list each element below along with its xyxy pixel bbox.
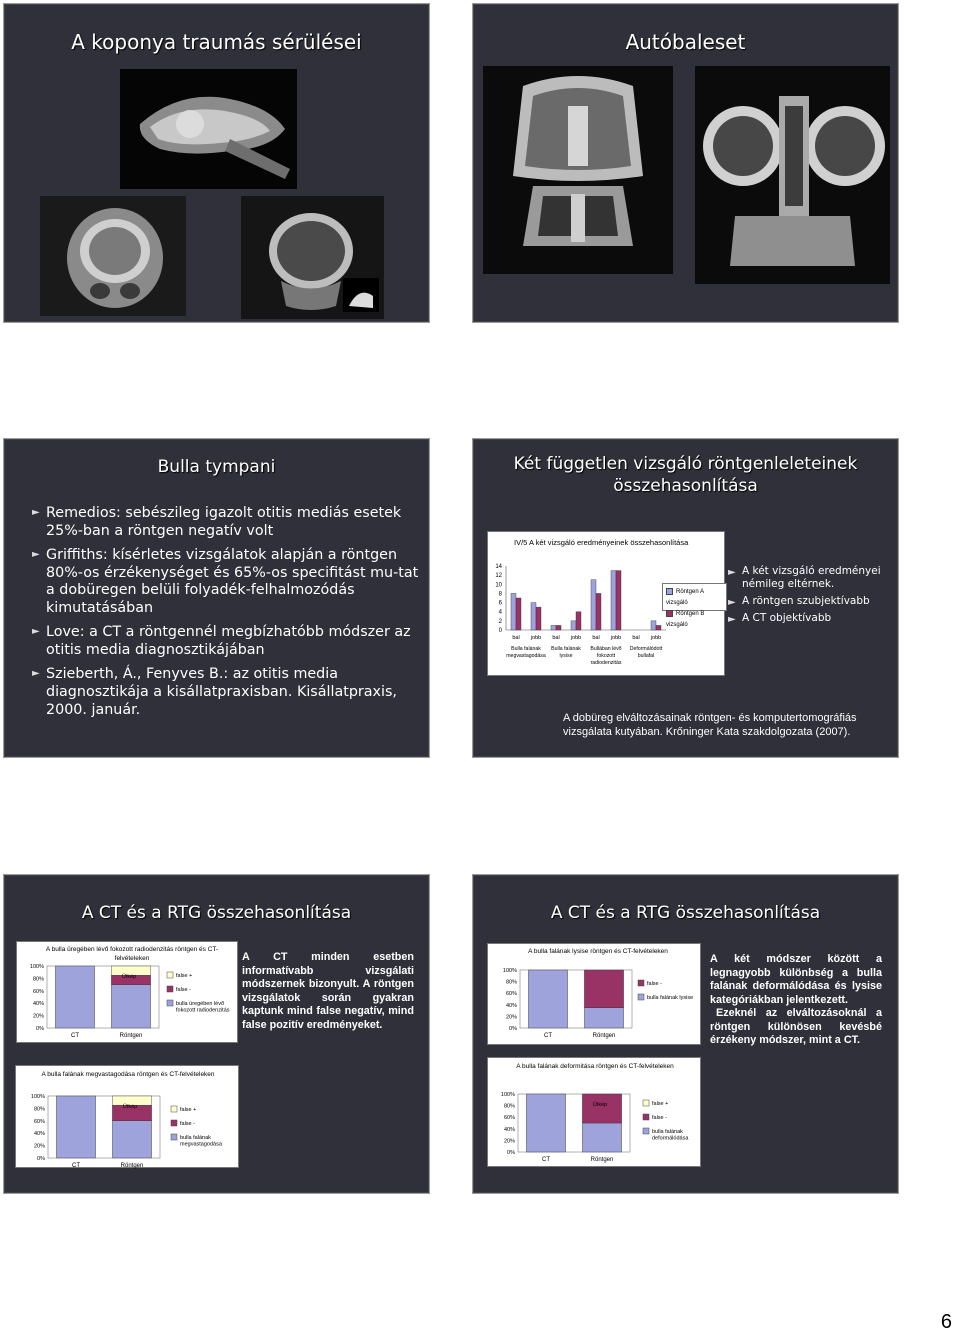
annotation-label: Ütkép	[592, 1102, 608, 1108]
group-label: Bullában lévő	[590, 646, 622, 652]
y-tick-label: 60%	[33, 1118, 45, 1125]
legend-label: fokozott radiodenzitás	[176, 1007, 230, 1014]
bullet-item: ► A két vizsgáló eredményei némileg eltérnek.	[728, 565, 893, 591]
slide-autobaleset	[472, 3, 899, 323]
y-tick-label: 12	[495, 573, 502, 580]
ct-scan-image	[241, 196, 384, 319]
bar-segment	[584, 970, 623, 1008]
x-tick-label: bal	[592, 635, 600, 641]
bar-segment	[56, 1096, 95, 1158]
bar-segment	[111, 985, 150, 1028]
x-tick-label: CT	[72, 1163, 80, 1169]
y-tick-label: 100%	[500, 1092, 515, 1098]
group-label: megvastagodása	[506, 653, 546, 659]
bar-segment	[526, 1094, 565, 1152]
y-tick-label: 0%	[36, 1026, 44, 1032]
y-tick-label: 4	[498, 609, 502, 616]
bar-segment	[582, 1123, 621, 1152]
x-tick-label: CT	[71, 1033, 79, 1039]
x-tick-label: jobb	[610, 635, 622, 641]
bullet-item: ► A CT objektívabb	[728, 612, 893, 625]
chart-title: A bulla falának megvastagodása röntgen és CT-felvételeken	[41, 1071, 215, 1078]
x-tick-label: Röntgen	[119, 1033, 143, 1039]
legend-swatch	[643, 1114, 649, 1120]
y-tick-label: 2	[498, 618, 502, 625]
chart-panel	[487, 1057, 701, 1167]
slide-title: A CT és a RTG összehasonlítása	[550, 903, 821, 923]
bar-segment	[112, 1121, 151, 1158]
bar	[576, 612, 581, 630]
x-tick-label: Röntgen	[592, 1033, 616, 1039]
bullet-list	[728, 565, 893, 632]
y-tick-label: 14	[495, 564, 502, 570]
chart-panel	[487, 943, 701, 1045]
chart-panel	[15, 1065, 239, 1168]
bar	[556, 625, 561, 630]
x-tick-label: jobb	[650, 635, 662, 641]
legend-swatch	[643, 1100, 649, 1106]
bullet-item: ► Love: a CT a röntgennél megbízhatóbb módszer az otitis media diagnosztikájában	[32, 624, 424, 660]
y-tick-label: 10	[495, 582, 502, 589]
y-tick-label: 60%	[505, 991, 517, 998]
x-tick-label: CT	[544, 1033, 552, 1039]
y-tick-label: 80%	[503, 1103, 515, 1110]
y-tick-label: 100%	[30, 1094, 45, 1100]
legend-label: megvastagodása	[180, 1141, 222, 1148]
legend-swatch	[167, 1000, 173, 1006]
x-tick-label: bal	[552, 635, 560, 641]
y-tick-label: 20%	[33, 1143, 45, 1150]
legend-swatch	[666, 588, 673, 595]
group-label: lysise	[559, 653, 573, 659]
chart-title: A bulla falának lysise röntgen és CT-felvételeken	[528, 948, 668, 955]
legend-swatch	[167, 972, 173, 978]
bar-segment	[528, 970, 567, 1028]
annotation-label: Ütkép	[121, 974, 137, 980]
y-tick-label: 0%	[507, 1150, 515, 1156]
stacked-bar-chart	[488, 944, 702, 1046]
y-tick-label: 40%	[503, 1126, 515, 1133]
y-tick-label: 0%	[509, 1026, 517, 1032]
legend-swatch	[171, 1134, 177, 1140]
legend-swatch	[171, 1106, 177, 1112]
chart-panel	[16, 941, 238, 1043]
legend-label: bulla falának lysise	[647, 995, 694, 1001]
legend-item	[666, 587, 723, 609]
legend-label: bulla üregében lévő	[176, 1001, 225, 1007]
group-label: Bulla falának	[551, 646, 581, 652]
slide-ket-vizsgalo	[472, 438, 899, 758]
legend-label: false +	[176, 973, 193, 979]
annotation-label: Ütkép	[122, 1104, 138, 1110]
y-tick-label: 40%	[33, 1131, 45, 1138]
chart-title: A bulla üregében lévő fokozott radiodenzitás röntgen és CT-felvételeken	[45, 946, 219, 962]
y-tick-label: 0%	[37, 1156, 45, 1162]
slide-title: Bulla tympani	[157, 457, 276, 477]
stacked-bar-chart	[16, 1066, 240, 1169]
bar-segment	[55, 966, 94, 1028]
chart-title: A bulla falának deformitása röntgen és CT-felvételeken	[516, 1063, 674, 1070]
legend-label: deformálódása	[652, 1135, 689, 1142]
bar	[611, 571, 616, 630]
body-text: A két módszer között a legnagyobb különbség a bulla falának deformálódása és lysise kategóriákban jelentkezett.	[710, 953, 882, 1006]
legend-swatch	[171, 1120, 177, 1126]
group-label: bullafal	[637, 653, 655, 659]
bar	[531, 603, 536, 630]
slide-title: Két független vizsgáló röntgenleleteinek összehasonlítása	[513, 454, 858, 496]
y-tick-label: 20%	[503, 1138, 515, 1145]
bar	[571, 621, 576, 630]
bullet-list	[32, 505, 424, 725]
y-tick-label: 20%	[505, 1014, 517, 1021]
bar	[516, 598, 521, 630]
group-label: radiodenzitás	[590, 660, 622, 666]
y-tick-label: 100%	[29, 964, 44, 970]
slide-koponya	[3, 3, 430, 323]
group-label: fokozott	[596, 653, 616, 659]
bar	[551, 625, 556, 630]
bar	[536, 607, 541, 630]
legend-label: false -	[652, 1115, 667, 1121]
legend-label: false -	[180, 1121, 195, 1127]
y-tick-label: 20%	[32, 1013, 44, 1020]
x-tick-label: bal	[512, 635, 520, 641]
y-tick-label: 60%	[32, 988, 44, 995]
x-tick-label: bal	[632, 635, 640, 641]
legend-item	[666, 609, 723, 631]
slide-title: A koponya traumás sérülései	[71, 30, 362, 54]
y-tick-label: 0	[498, 628, 502, 634]
legend-swatch	[167, 986, 173, 992]
legend-swatch	[638, 994, 644, 1000]
slide-title: Autóbaleset	[625, 30, 746, 54]
y-tick-label: 80%	[33, 1106, 45, 1113]
legend-label: false +	[652, 1101, 669, 1107]
x-tick-label: jobb	[570, 635, 582, 641]
y-tick-label: 80%	[505, 979, 517, 986]
x-tick-label: CT	[542, 1157, 550, 1163]
y-tick-label: 80%	[32, 976, 44, 983]
bar	[511, 593, 516, 630]
bar	[656, 625, 661, 630]
bar	[651, 621, 656, 630]
reference-text: A dobüreg elváltozásainak röntgen- és komputertomográfiás vizsgálata kutyában. Krőninger Kata szakdolgozata (2007).	[563, 712, 857, 738]
bar	[596, 593, 601, 630]
legend-label: false -	[647, 981, 662, 987]
bar-segment	[582, 1094, 621, 1123]
y-tick-label: 100%	[502, 968, 517, 974]
legend-label: Röntgen A vizsgáló	[666, 589, 704, 606]
bullet-item: ► A röntgen szubjektívabb	[728, 595, 893, 608]
chart-legend	[662, 583, 727, 628]
bullet-item: ► Griffiths: kísérletes vizsgálatok alapján a röntgen 80%-os érzékenységet és 65%-os specifitást mu-tat a dobüregen belüli folyadék-felhalmozódás kimutatásában	[32, 547, 424, 618]
x-tick-label: Röntgen	[120, 1163, 144, 1169]
x-tick-label: Röntgen	[590, 1157, 614, 1163]
legend-swatch	[638, 980, 644, 986]
legend-label: Röntgen B vizsgáló	[666, 611, 705, 628]
body-text: A CT minden esetben informatívabb vizsgálati módszernek bizonyult. A röntgen vizsgálatok során gyakran kaptunk mind false negatív, mind false pozitív eredményeket.	[242, 951, 414, 1031]
y-tick-label: 40%	[505, 1002, 517, 1009]
body-text: Ezeknél az elváltozásoknál a röntgen különösen kevésbé érzékeny módszer, mint a CT.	[710, 1007, 882, 1046]
legend-label: bulla falának	[652, 1129, 683, 1135]
stacked-bar-chart	[17, 942, 239, 1044]
page-number: 6	[940, 1311, 952, 1333]
x-tick-label: jobb	[530, 635, 542, 641]
bar	[591, 580, 596, 630]
bullet-item: ► Szieberth, Á., Fenyves B.: az otitis media diagnosztikája a kisállatpraxisban. Kisállatpraxis, 2000. január.	[32, 666, 424, 720]
legend-label: bulla falának	[180, 1135, 211, 1141]
ct-scan-image	[40, 196, 186, 316]
bullet-item: ► Remedios: sebészileg igazolt otitis mediás esetek 25%-ban a röntgen negatív volt	[32, 505, 424, 541]
chart-title: IV/5 A két vizsgáló eredményeinek összehasonlítása	[514, 538, 689, 547]
y-tick-label: 60%	[503, 1115, 515, 1122]
ct-scan-image	[483, 66, 673, 274]
slide-title: A CT és a RTG összehasonlítása	[81, 903, 352, 923]
legend-swatch	[666, 610, 673, 617]
skull-xray-image	[120, 69, 297, 189]
slide-bulla-tympani	[3, 438, 430, 758]
legend-label: false -	[176, 987, 191, 993]
y-tick-label: 40%	[32, 1001, 44, 1008]
y-tick-label: 8	[498, 591, 502, 598]
legend-label: false +	[180, 1107, 197, 1113]
bar	[616, 571, 621, 630]
ct-scan-image	[695, 66, 890, 284]
y-tick-label: 6	[498, 600, 502, 607]
group-label: Bulla falának	[511, 646, 541, 652]
legend-swatch	[643, 1128, 649, 1134]
stacked-bar-chart	[488, 1058, 702, 1168]
bar-segment	[584, 1008, 623, 1028]
group-label: Deformálódott	[629, 646, 663, 652]
